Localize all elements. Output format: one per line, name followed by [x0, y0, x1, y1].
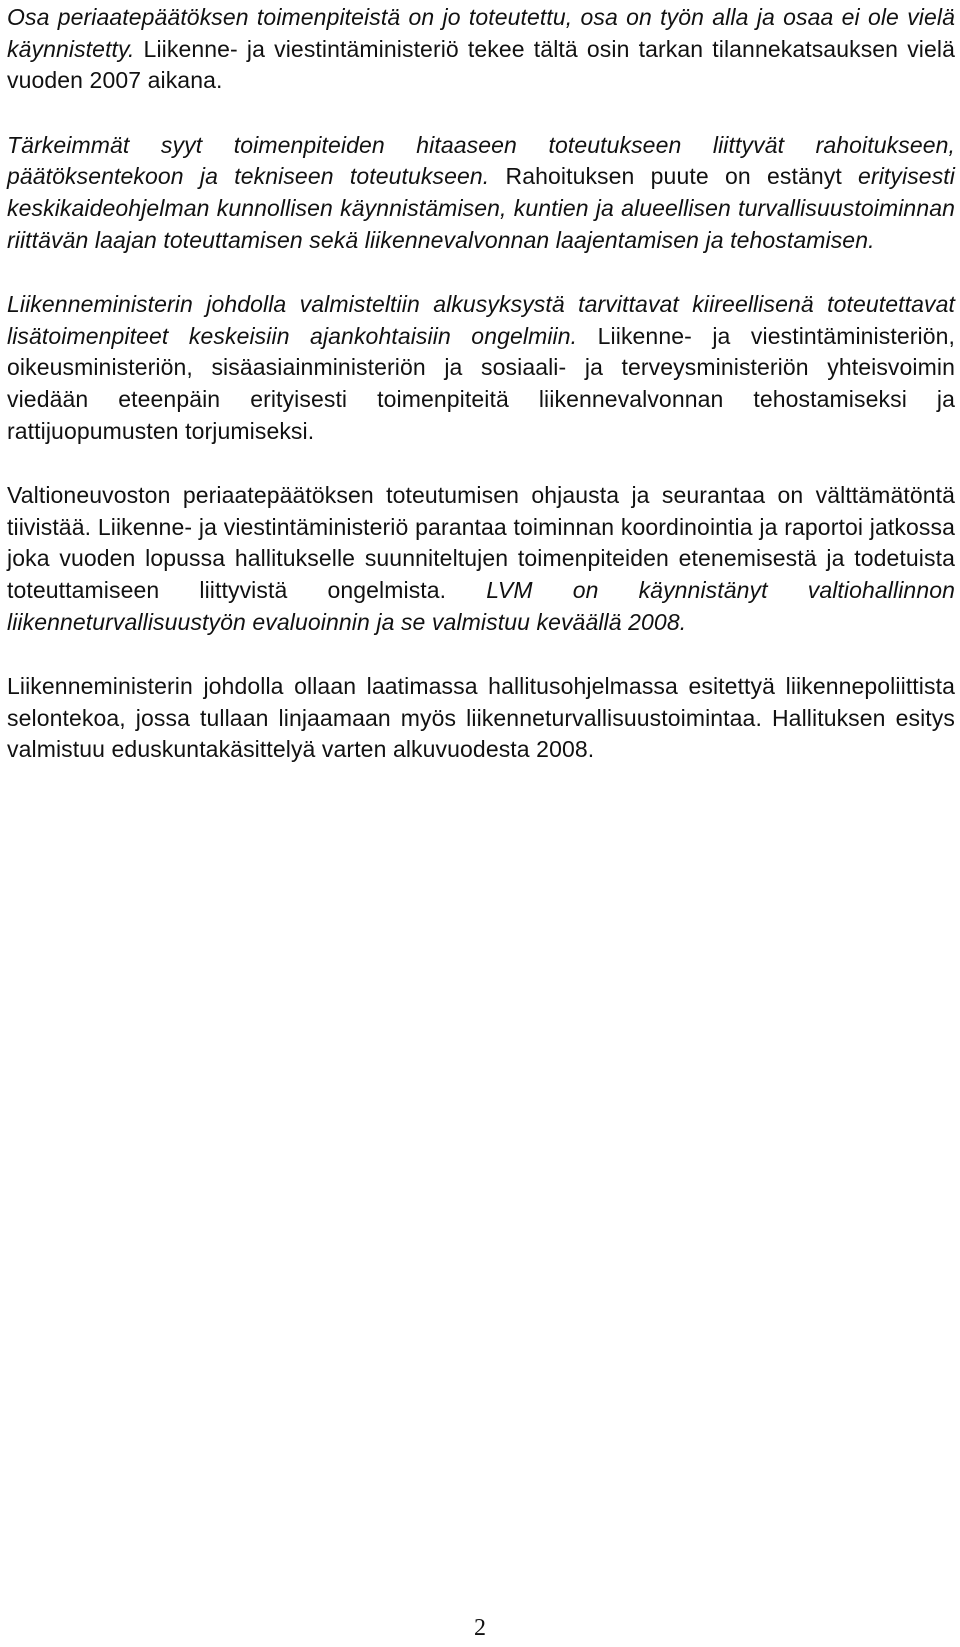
paragraph-3-segment-2: Liikenne- ja viestintäministeriön, oikeusministeriön, sisäasiainministeriön ja sosiaali- ja terveysministeriön yhteisvoimin viedään eteenpäin erityisesti toimenpiteitä liikennevalvonnan tehostamiseksi ja rattijuopumusten torjumiseksi.: [7, 322, 955, 444]
paragraph-4-segment-1: Valtioneuvoston periaatepäätöksen toteutumisen ohjausta ja seurantaa on välttämätöntä tiivistää.: [7, 482, 955, 540]
paragraph-4-segment-3: LVM on käynnistänyt valtiohallinnon liikenneturvallisuustyön evaluoinnin ja se valmistuu keväällä 2008.: [7, 576, 955, 635]
paragraph-4: [7, 480, 955, 638]
paragraph-5-segment-1: Liikenneministerin johdolla ollaan laatimassa hallitusohjelmassa esitettyä liikennepoliittista selontekoa, jossa tullaan linjaamaan myös liikenneturvallisuustoimintaa. Hallituksen esitys valmistuu eduskuntakäsittelyä varten alkuvuodesta 2008.: [7, 673, 955, 763]
paragraph-5: [7, 671, 955, 766]
document-page: [7, 2, 955, 799]
paragraph-2-segment-1: Tärkeimmät syyt toimenpiteiden hitaaseen toteutukseen liittyvät rahoitukseen, päätöksentekoon ja tekniseen toteutukseen.: [7, 131, 955, 190]
paragraph-2-segment-3: erityisesti keskikaideohjelman kunnollisen käynnistämisen, kuntien ja alueellisen turvallisuustoiminnan riittävän laajan toteuttamisen sekä liikennevalvonnan laajentamisen ja tehostamisen.: [7, 163, 955, 253]
paragraph-2: [7, 130, 955, 256]
paragraph-3-segment-1: Liikenneministerin johdolla valmisteltiin alkusyksystä tarvittavat kiireellisenä toteutettavat lisätoimenpiteet keskeisiin ajankohtaisiin ongelmiin.: [7, 291, 955, 349]
paragraph-3: [7, 289, 955, 447]
paragraph-1-segment-2: Liikenne- ja viestintäministeriö tekee tältä osin tarkan tilannekatsauksen vielä vuoden 2007 aikana.: [7, 35, 955, 94]
paragraph-1: [7, 2, 955, 97]
paragraph-2-segment-2: Rahoituksen puute on estänyt: [489, 163, 859, 190]
page-number: 2: [474, 1615, 486, 1641]
paragraph-1-segment-1: Osa periaatepäätöksen toimenpiteistä on jo toteutettu, osa on työn alla ja osaa ei ole vielä käynnistetty.: [7, 4, 955, 62]
paragraph-4-segment-2: Liikenne- ja viestintäministeriö parantaa toiminnan koordinointia ja raportoi jatkossa joka vuoden lopussa hallitukselle suunniteltujen toimenpiteiden etenemisestä ja todetuista toteuttamiseen liittyvistä ongelmista.: [7, 513, 955, 603]
